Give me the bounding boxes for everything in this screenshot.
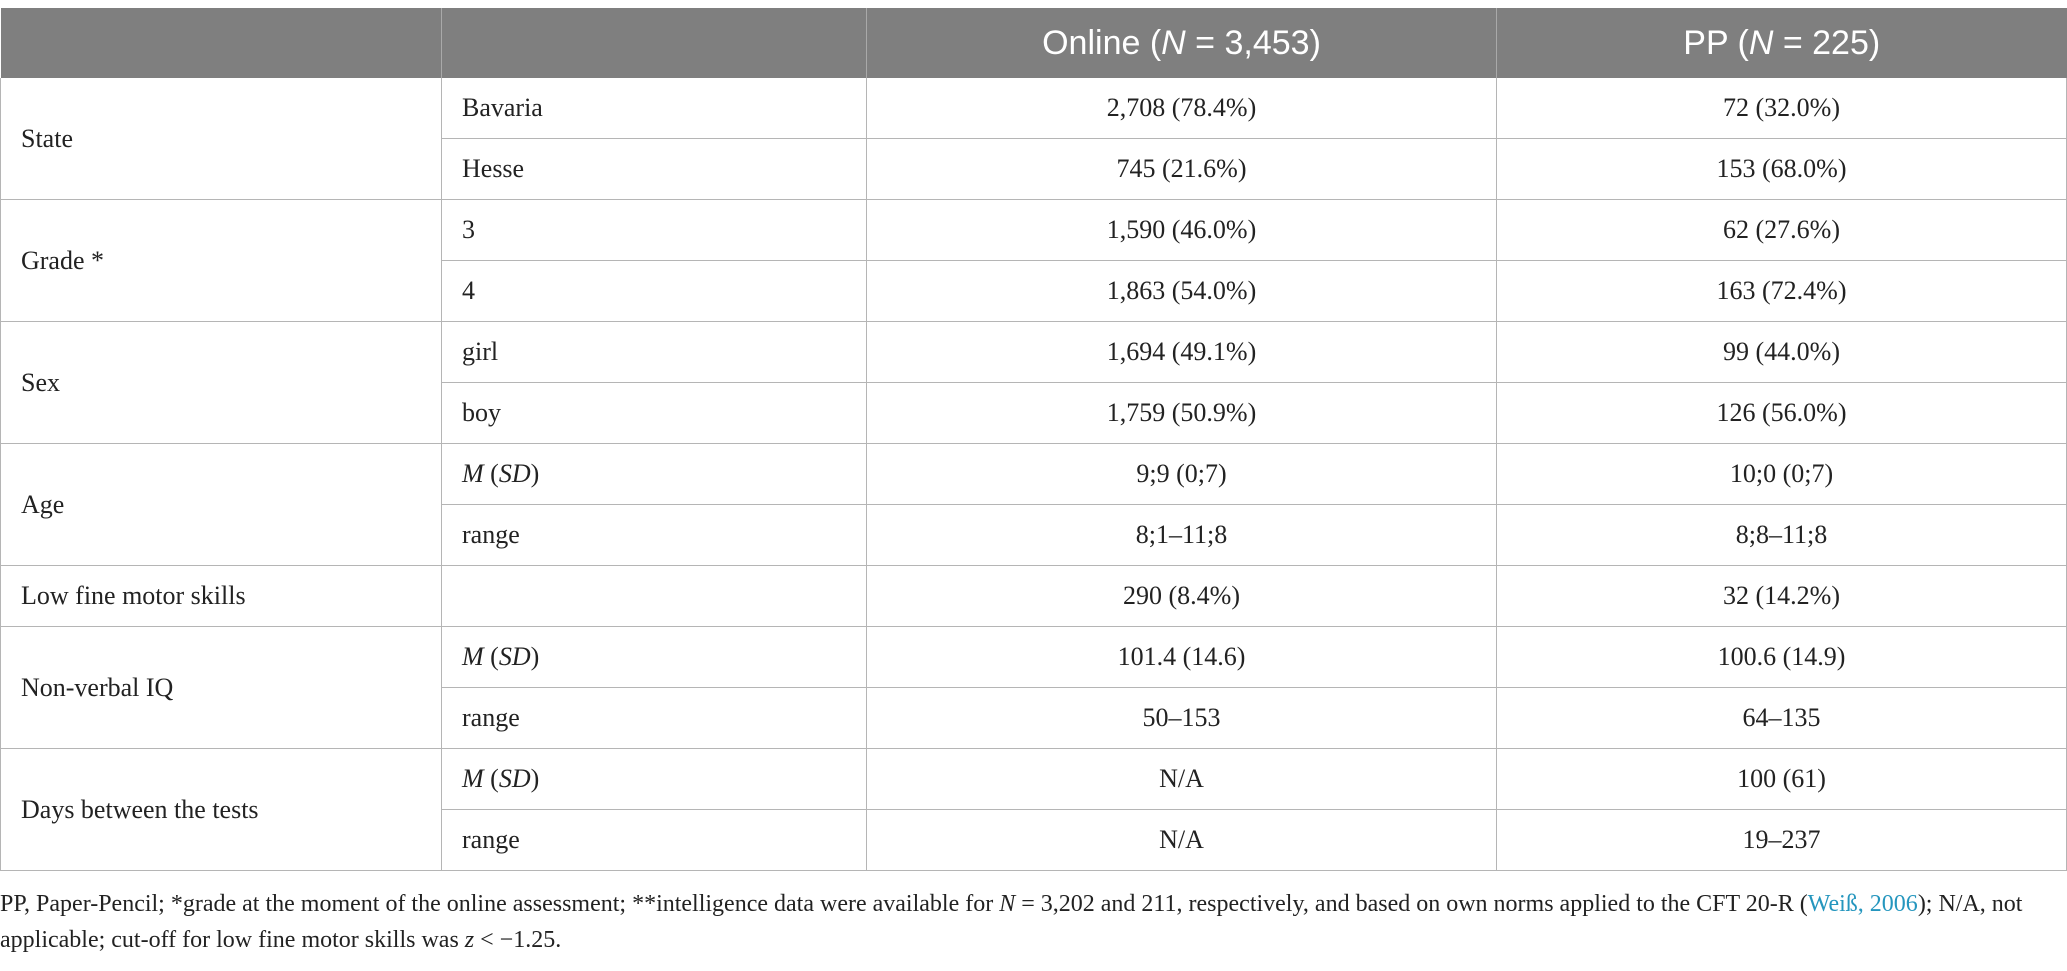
sub-label: 4: [442, 261, 867, 322]
sub-label: range: [442, 688, 867, 749]
sub-label: [442, 566, 867, 627]
table-row: [1, 322, 2067, 383]
table-row: [1, 78, 2067, 139]
online-value: 1,590 (46.0%): [867, 200, 1497, 261]
online-value: 1,694 (49.1%): [867, 322, 1497, 383]
online-value: 9;9 (0;7): [867, 444, 1497, 505]
row-label-age: Age: [1, 444, 442, 566]
pp-value: 153 (68.0%): [1497, 139, 2067, 200]
online-value: N/A: [867, 810, 1497, 871]
table-row: [1, 749, 2067, 810]
header-pp: PP (N = 225): [1497, 8, 2067, 78]
sub-label: girl: [442, 322, 867, 383]
row-label-state: State: [1, 78, 442, 200]
sub-label: M (SD): [442, 627, 867, 688]
online-value: 8;1–11;8: [867, 505, 1497, 566]
table-row: [1, 627, 2067, 688]
sub-label: range: [442, 810, 867, 871]
pp-value: 99 (44.0%): [1497, 322, 2067, 383]
pp-value: 10;0 (0;7): [1497, 444, 2067, 505]
demographics-table: [0, 8, 2067, 871]
pp-value: 163 (72.4%): [1497, 261, 2067, 322]
online-value: 1,863 (54.0%): [867, 261, 1497, 322]
table-row: [1, 200, 2067, 261]
row-label-iq: Non-verbal IQ: [1, 627, 442, 749]
pp-value: 100 (61): [1497, 749, 2067, 810]
pp-value: 72 (32.0%): [1497, 78, 2067, 139]
pp-value: 32 (14.2%): [1497, 566, 2067, 627]
row-label-days: Days between the tests: [1, 749, 442, 871]
sub-label: M (SD): [442, 749, 867, 810]
table-row: [1, 444, 2067, 505]
sub-label: 3: [442, 200, 867, 261]
citation-link[interactable]: Weiß, 2006: [1807, 891, 1918, 917]
pp-value: 62 (27.6%): [1497, 200, 2067, 261]
online-value: 1,759 (50.9%): [867, 383, 1497, 444]
pp-value: 8;8–11;8: [1497, 505, 2067, 566]
table-row: [1, 566, 2067, 627]
online-value: 101.4 (14.6): [867, 627, 1497, 688]
sub-label: Bavaria: [442, 78, 867, 139]
online-value: 290 (8.4%): [867, 566, 1497, 627]
online-value: N/A: [867, 749, 1497, 810]
header-sub-cell: [442, 8, 867, 78]
table-header-row: [1, 8, 2067, 78]
pp-value: 19–237: [1497, 810, 2067, 871]
table-footnote: PP, Paper-Pencil; *grade at the moment of the online assessment; **intelligence data were available for N = 3,202 and 211, respectively, and based on own norms applied to the CFT 20-R (Weiß, 2006); N/A, not applicable; cut-off for low fine motor skills was z < −1.25.: [0, 891, 2023, 953]
pp-value: 100.6 (14.9): [1497, 627, 2067, 688]
online-value: 50–153: [867, 688, 1497, 749]
sub-label: boy: [442, 383, 867, 444]
header-group-cell: [1, 8, 442, 78]
pp-value: 126 (56.0%): [1497, 383, 2067, 444]
sub-label: Hesse: [442, 139, 867, 200]
demographics-table-container: [0, 8, 2067, 871]
online-value: 745 (21.6%): [867, 139, 1497, 200]
sub-label: M (SD): [442, 444, 867, 505]
row-label-sex: Sex: [1, 322, 442, 444]
sub-label: range: [442, 505, 867, 566]
row-label-grade: Grade *: [1, 200, 442, 322]
header-online: Online (N = 3,453): [867, 8, 1497, 78]
row-label-motor: Low fine motor skills: [1, 566, 442, 627]
pp-value: 64–135: [1497, 688, 2067, 749]
online-value: 2,708 (78.4%): [867, 78, 1497, 139]
